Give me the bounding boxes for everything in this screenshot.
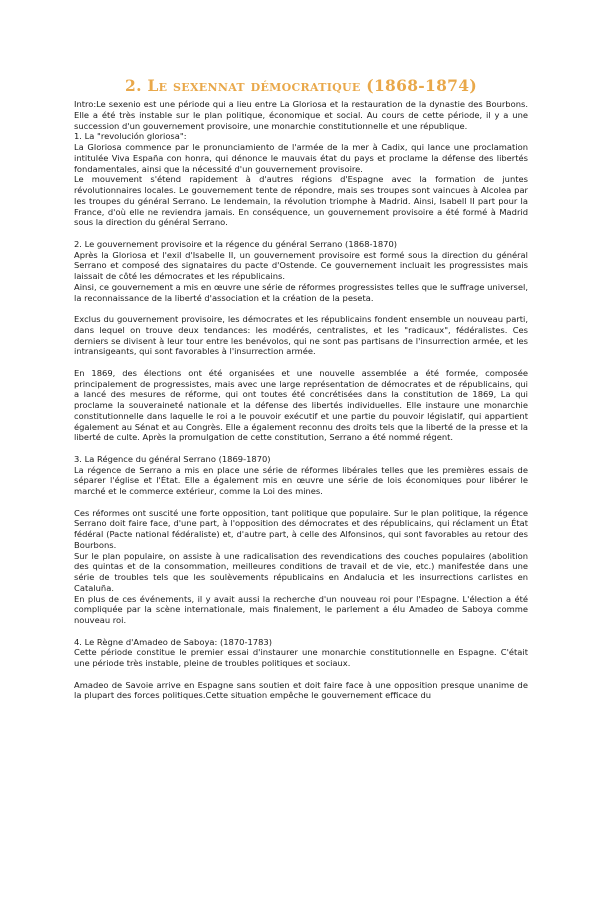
spacer xyxy=(74,228,528,239)
spacer xyxy=(74,497,528,508)
spacer xyxy=(74,357,528,368)
section-4-heading: 4. Le Règne d'Amadeo de Saboya: (1870-1783) xyxy=(74,636,272,647)
section-2-paragraph: Ainsi, ce gouvernement a mis en œuvre une série de réformes progressistes telles que le suffrage universel, la reconnaissance de la liberté d'association et la création de la peseta. xyxy=(74,281,528,303)
section-3-paragraph: En plus de ces événements, il y avait aussi la recherche d'un nouveau roi pour l'Espagne. L'élection a été compliquée par la scène internationale, mais finalement, le parlement a élu Amadeo de Saboya comme nouveau roi. xyxy=(74,593,528,625)
section-3-heading: 3. La Régence du général Serrano (1869-1870) xyxy=(74,453,271,464)
section-2-paragraph: Après la Gloriosa et l'exil d'Isabelle II, un gouvernement provisoire est formé sous la direction du général Serrano et composé des signataires du pacte d'Ostende. Ce gouvernement incluait les progressistes mais laissait de côté les démocrates et les républicains. xyxy=(74,249,528,281)
section-2-paragraph: En 1869, des élections ont été organisées et une nouvelle assemblée a été formée, composée principalement de progressistes, mais avec une large représentation de démocrates et de républicains, qui a lancé des mesures de réforme, qui ont toutes été concrétisées dans la constitution de 1869, La qui proclame la souveraineté nationale et la défense des libertés individuelles. Elle instaure une monarchie constitutionnelle dans laquelle le roi a le pouvoir exécutif et une partie du pouvoir législatif, qui appartient également au Sénat et au Congrès. Elle a également reconnu des droits tels que la liberté de la presse et la liberté de culte. Après la promulgation de cette constitution, Serrano a été nommé régent. xyxy=(74,367,528,443)
document-body xyxy=(74,99,528,701)
section-3-paragraph: Ces réformes ont suscité une forte opposition, tant politique que populaire. Sur le plan politique, la régence Serrano doit faire face, d'une part, à l'opposition des démocrates et des républicains, qui réclament un État fédéral (Pacte national fédéraliste) et, d'autre part, à celle des Alfonsinos, qui sont favorables au retour des Bourbons. xyxy=(74,507,528,550)
spacer xyxy=(74,443,528,454)
spacer xyxy=(74,669,528,680)
spacer xyxy=(74,626,528,637)
section-1-paragraph: Le mouvement s'étend rapidement à d'autres régions d'Espagne avec la formation de juntes révolutionnaires locales. Le gouvernement tente de répondre, mais ses troupes sont vaincues à Alcolea par les troupes du général Serrano. Le lendemain, la révolution triomphe à Madrid. Ainsi, Isabell II part pour la France, d'où elle ne reviendra jamais. En conséquence, un gouvernement provisoire a été formé à Madrid sous la direction du général Serrano. xyxy=(74,174,528,228)
intro-paragraph: Intro:Le sexenio est une période qui a lieu entre La Gloriosa et la restauration de la dynastie des Bourbons. Elle a été très instable sur le plan politique, économique et social. Au cours de cette période, il y a une succession d'un gouvernement provisoire, une monarchie constitutionnelle et une république. xyxy=(74,99,528,131)
spacer xyxy=(74,303,528,314)
section-2-paragraph: Exclus du gouvernement provisoire, les démocrates et les républicains fondent ensemble un nouveau parti, dans lequel on trouve deux tendances: les modérés, centralistes, et les "radicaux", fédéralistes. Ces derniers se divisent à leur tour entre les benévolos, qui ne sont pas partisans de l'insurrection armée, et les intransigeants, qui sont favorables à l'insurrection armée. xyxy=(74,314,528,357)
section-1-heading: 1. La "revolución gloriosa": xyxy=(74,131,187,142)
section-3-paragraph: Sur le plan populaire, on assiste à une radicalisation des revendications des couches populaires (abolition des quintas et de la consommation, meilleures conditions de travail et de vie, etc.) manifestée dans une série de troubles tels que les soulèvements républicains en Andalucia et les insurrections carlistes en Cataluña. xyxy=(74,550,528,593)
page-title: 2. Le sexennat démocratique (1868-1874) xyxy=(124,76,477,95)
section-4-paragraph: Amadeo de Savoie arrive en Espagne sans soutien et doit faire face à une opposition presque unanime de la plupart des forces politiques.Cette situation empêche le gouvernement efficace du xyxy=(74,679,528,701)
section-4-paragraph: Cette période constitue le premier essai d'instaurer une monarchie constitutionnelle en Espagne. C'était une période très instable, pleine de troubles politiques et sociaux. xyxy=(74,647,528,668)
section-3-paragraph: La régence de Serrano a mis en place une série de réformes libérales telles que les premières essais de séparer l'église et l'État. Elle a également mis en œuvre une série de lois économiques pour libérer le marché et le commerce extérieur, comme la Loi des mines. xyxy=(74,464,528,496)
section-1-paragraph: La Gloriosa commence par le pronunciamiento de l'armée de la mer à Cadix, qui lance une proclamation intitulée Viva España con honra, qui dénonce le mauvais état du pays et proclame la défense des libertés fondamentales, ainsi que la nécessité d'un gouvernement provisoire. xyxy=(74,142,528,174)
section-2-heading: 2. Le gouvernement provisoire et la régence du général Serrano (1868-1870) xyxy=(74,238,398,249)
document-page xyxy=(0,76,600,924)
